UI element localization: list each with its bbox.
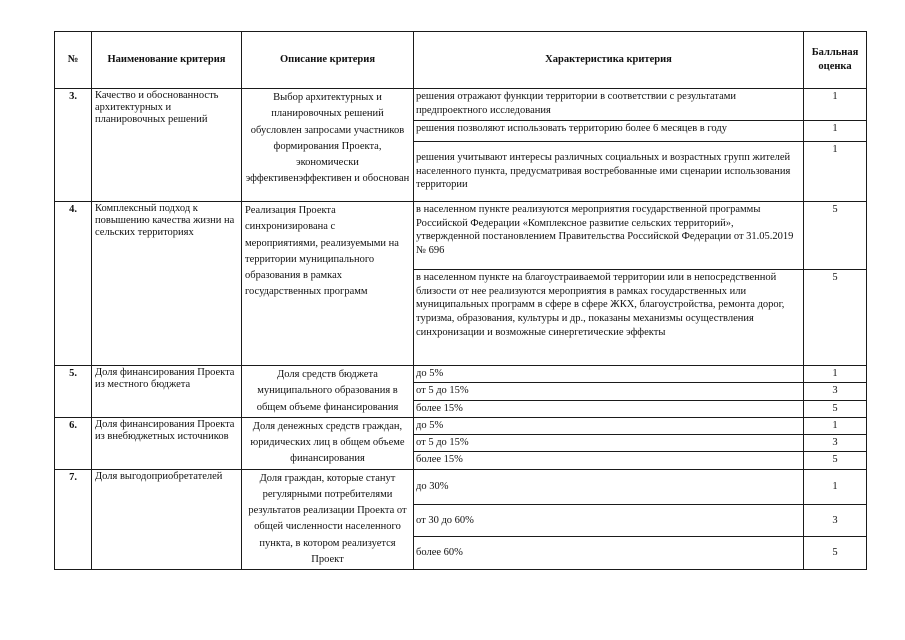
score-cell: 5 — [804, 537, 867, 570]
characteristic-cell: до 5% — [414, 366, 804, 383]
score-cell: 1 — [804, 89, 867, 121]
characteristic-cell: более 15% — [414, 452, 804, 469]
score-cell: 3 — [804, 383, 867, 400]
criterion-description: Доля граждан, которые станут регулярными потребителями результатов реализации Проекта от общей численности населенного пункта, в котором реализуется Проект — [242, 469, 414, 570]
criterion-description: Реализация Проекта синхронизирована с мероприятиями, реализуемыми на территории муниципального образования в рамках государственных программ — [242, 202, 414, 366]
characteristic-cell: до 5% — [414, 417, 804, 434]
characteristic-cell: в населенном пункте на благоустраиваемой территории или в непосредственной близости от нее реализуются мероприятия в рамках государственных или муниципальных программ в сфере в сфере ЖКХ, благоустройства, ремонта дорог, туризма, образования, культуры и др., показаны механизмы осуществления синхронизации и возможные синергетические эффекты — [414, 270, 804, 366]
score-cell: 1 — [804, 142, 867, 202]
score-cell: 5 — [804, 452, 867, 469]
table-row — [55, 366, 867, 383]
criterion-description: Доля средств бюджета муниципального образования в общем объеме финансирования — [242, 366, 414, 418]
criterion-description: Доля денежных средств граждан, юридических лиц в общем объеме финансирования — [242, 417, 414, 469]
header-score: Балльная оценка — [804, 32, 867, 89]
score-cell: 5 — [804, 400, 867, 417]
header-characteristic: Характеристика критерия — [414, 32, 804, 89]
characteristic-cell: более 60% — [414, 537, 804, 570]
row-number: 4. — [55, 202, 92, 366]
header-number: № — [55, 32, 92, 89]
characteristic-cell: от 30 до 60% — [414, 504, 804, 537]
criterion-description: Выбор архитектурных и планировочных решений обусловлен запросами участников формирования Проекта, экономически эффективенэффективен и обоснован — [242, 89, 414, 202]
characteristic-cell: более 15% — [414, 400, 804, 417]
criteria-table — [54, 31, 867, 570]
score-cell: 3 — [804, 504, 867, 537]
criterion-name: Качество и обоснованность архитектурных и планировочных решений — [92, 89, 242, 202]
table-header-row — [55, 32, 867, 89]
score-cell: 1 — [804, 417, 867, 434]
characteristic-cell: решения отражают функции территории в соответствии с результатами предпроектного исследования — [414, 89, 804, 121]
table-row — [55, 202, 867, 270]
score-cell: 5 — [804, 202, 867, 270]
score-cell: 1 — [804, 366, 867, 383]
characteristic-cell: в населенном пункте реализуются мероприятия государственной программы Российской Федерации «Комплексное развитие сельских территорий», утвержденной постановлением Правительства Российской Федерации от 31.05.2019 № 696 — [414, 202, 804, 270]
header-name: Наименование критерия — [92, 32, 242, 89]
row-number: 7. — [55, 469, 92, 570]
characteristic-cell: решения учитывают интересы различных социальных и возрастных групп жителей населенного пункта, предусматривая востребованные ими сценарии использования территории — [414, 142, 804, 202]
row-number: 5. — [55, 366, 92, 418]
table-row — [55, 89, 867, 121]
criterion-name: Доля финансирования Проекта из местного бюджета — [92, 366, 242, 418]
criterion-name: Доля финансирования Проекта из внебюджетных источников — [92, 417, 242, 469]
characteristic-cell: до 30% — [414, 469, 804, 504]
criterion-name: Комплексный подход к повышению качества жизни на сельских территориях — [92, 202, 242, 366]
score-cell: 3 — [804, 435, 867, 452]
header-description: Описание критерия — [242, 32, 414, 89]
criterion-name: Доля выгодоприобретателей — [92, 469, 242, 570]
table-row — [55, 417, 867, 434]
row-number: 6. — [55, 417, 92, 469]
score-cell: 1 — [804, 469, 867, 504]
score-cell: 5 — [804, 270, 867, 366]
characteristic-cell: решения позволяют использовать территорию более 6 месяцев в году — [414, 121, 804, 142]
characteristic-cell: от 5 до 15% — [414, 435, 804, 452]
table-row — [55, 469, 867, 504]
row-number: 3. — [55, 89, 92, 202]
score-cell: 1 — [804, 121, 867, 142]
characteristic-cell: от 5 до 15% — [414, 383, 804, 400]
